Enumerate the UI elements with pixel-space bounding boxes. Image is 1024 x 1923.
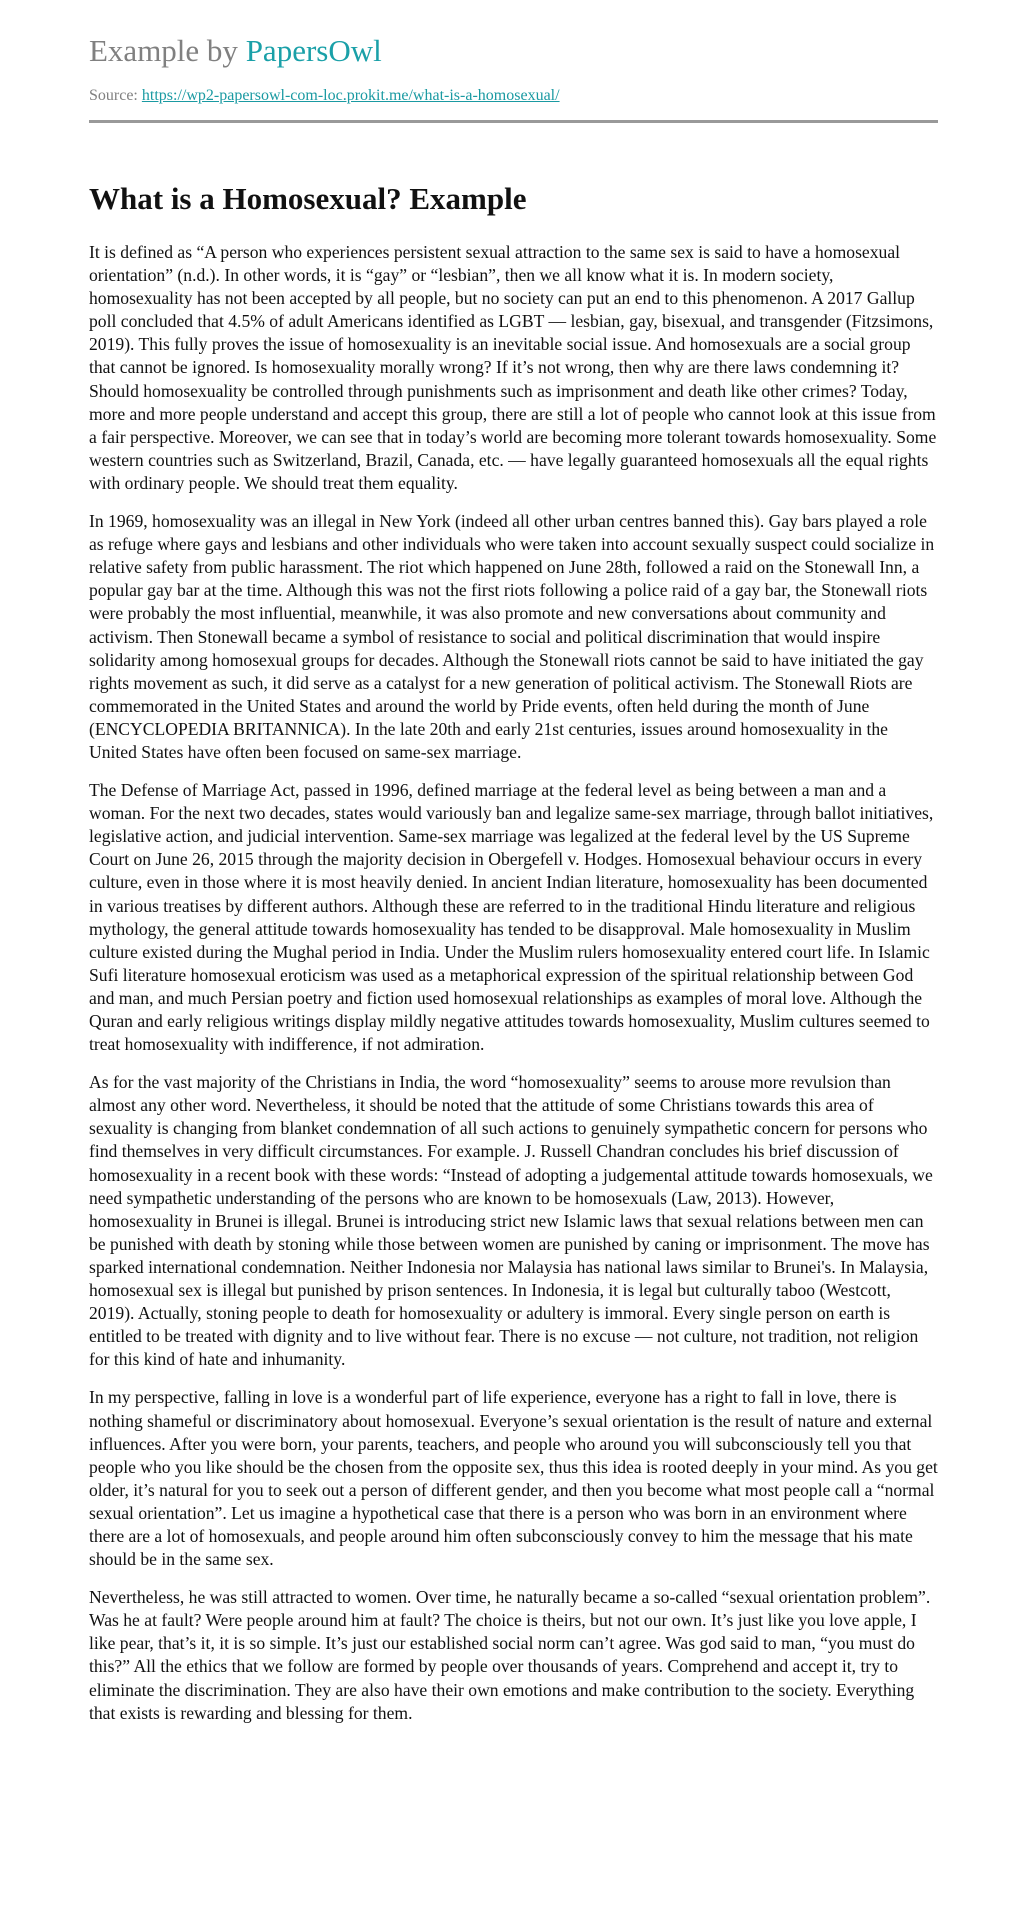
- document-page: [89, 0, 938, 1740]
- brand-prefix: Example by: [89, 33, 246, 68]
- article-body: [89, 241, 938, 1725]
- article-paragraph-6: Nevertheless, he was still attracted to women. Over time, he naturally became a so-called “sexual orientation problem”. Was he at fault? Were people around him at fault? The choice is theirs, but not our own. It’s just like you love apple, I like pear, that’s it, it is so simple. It’s just our established social norm can’t agree. Was god said to man, “you must do this?” All the ethics that we follow are formed by people over thousands of years. Comprehend and accept it, try to eliminate the discrimination. They are also have their own emotions and make contribution to the society. Everything that exists is rewarding and blessing for them.: [89, 1587, 931, 1723]
- article-paragraph-3: The Defense of Marriage Act, passed in 1996, defined marriage at the federal level as being between a man and a woman. For the next two decades, states would variously ban and legalize same-sex marriage, through ballot initiatives, legislative action, and judicial intervention. Same-sex marriage was legalized at the federal level by the US Supreme Court on June 26, 2015 through the majority decision in Obergefell v. Hodges. Homosexual behaviour occurs in every culture, even in those where it is most heavily denied. In ancient Indian literature, homosexuality has been documented in various treatises by different authors. Although these are referred to in the traditional Hindu literature and religious mythology, the general attitude towards homosexuality has tended to be disapproval. Male homosexuality in Muslim culture existed during the Mughal period in India. Under the Muslim rulers homosexuality entered court life. In Islamic Sufi literature homosexual eroticism was used as a metaphorical expression of the spiritual relationship between God and man, and much Persian poetry and fiction used homosexual relationships as examples of moral love. Although the Quran and early religious writings display mildly negative attitudes towards homosexuality, Muslim cultures seemed to treat homosexuality with indifference, if not admiration.: [89, 780, 934, 1055]
- article-paragraph-5: In my perspective, falling in love is a wonderful part of life experience, everyone has a right to fall in love, there is nothing shameful or discriminatory about homosexual. Everyone’s sexual orientation is the result of nature and external influences. After you were born, your parents, teachers, and people who around you will subconsciously tell you that people who you like should be the chosen from the opposite sex, thus this idea is rooted deeply in your mind. As you get older, it’s natural for you to seek out a person of different gender, and then you become what most people call a “normal sexual orientation”. Let us imagine a hypothetical case that there is a person who was born in an environment where there are a lot of homosexuals, and people around him often subconsciously convey to him the message that his mate should be in the same sex.: [89, 1387, 938, 1570]
- brand-header: [89, 32, 938, 70]
- article-paragraph-1: It is defined as “A person who experiences persistent sexual attraction to the same sex is said to have a homosexual orientation” (n.d.). In other words, it is “gay” or “lesbian”, then we all know what it is. In modern society, homosexuality has not been accepted by all people, but no society can put an end to this phenomenon. A 2017 Gallup poll concluded that 4.5% of adult Americans identified as LGBT — lesbian, gay, bisexual, and transgender (Fitzsimons, 2019). This fully proves the issue of homosexuality is an inevitable social issue. And homosexuals are a social group that cannot be ignored. Is homosexuality morally wrong? If it’s not wrong, then why are there laws condemning it? Should homosexuality be controlled through punishments such as imprisonment and death like other crimes? Today, more and more people understand and accept this group, there are still a lot of people who cannot look at this issue from a fair perspective. Moreover, we can see that in today’s world are becoming more tolerant towards homosexuality. Some western countries such as Switzerland, Brazil, Canada, etc. — have legally guaranteed homosexuals all the equal rights with ordinary people. We should treat them equality.: [89, 242, 937, 493]
- header-divider: [89, 120, 938, 123]
- brand-name: PapersOwl: [245, 33, 382, 68]
- source-line: [89, 86, 938, 106]
- source-label: Source:: [89, 87, 142, 104]
- article-paragraph-4: As for the vast majority of the Christians in India, the word “homosexuality” seems to arouse more revulsion than almost any other word. Nevertheless, it should be noted that the attitude of some Christians towards this area of sexuality is changing from blanket condemnation of all such actions to genuinely sympathetic concern for persons who find themselves in very difficult circumstances. For example. J. Russell Chandran concludes his brief discussion of homosexuality in a recent book with these words: “Instead of adopting a judgemental attitude towards homosexuals, we need sympathetic understanding of the persons who are known to be homosexuals (Law, 2013). However, homosexuality in Brunei is illegal. Brunei is introducing strict new Islamic laws that sexual relations between men can be punished with death by stoning while those between women are punished by caning or imprisonment. The move has sparked international condemnation. Neither Indonesia nor Malaysia has national laws similar to Brunei's. In Malaysia, homosexual sex is illegal but punished by prison sentences. In Indonesia, it is legal but culturally taboo (Westcott, 2019). Actually, stoning people to death for homosexuality or adultery is immoral. Every single person on earth is entitled to be treated with dignity and to live without fear. There is no excuse — not culture, not tradition, not religion for this kind of hate and inhumanity.: [89, 1072, 933, 1370]
- article-paragraph-2: In 1969, homosexuality was an illegal in New York (indeed all other urban centres banned this). Gay bars played a role as refuge where gays and lesbians and other individuals who were taken into account sexually suspect could socialize in relative safety from public harassment. The riot which happened on June 28th, followed a raid on the Stonewall Inn, a popular gay bar at the time. Although this was not the first riots following a police raid of a gay bar, the Stonewall riots were probably the most influential, meanwhile, it was also promote and new conversations about community and activism. Then Stonewall became a symbol of resistance to social and political discrimination that would inspire solidarity among homosexual groups for decades. Although the Stonewall riots cannot be said to have initiated the gay rights movement as such, it did serve as a catalyst for a new generation of political activism. The Stonewall Riots are commemorated in the United States and around the world by Pride events, often held during the month of June (ENCYCLOPEDIA BRITANNICA). In the late 20th and early 21st centuries, issues around homosexuality in the United States have often been focused on same-sex marriage.: [89, 511, 935, 762]
- article-title: What is a Homosexual? Example: [89, 181, 527, 216]
- source-link[interactable]: https://wp2-papersowl-com-loc.prokit.me/what-is-a-homosexual/: [141, 87, 560, 104]
